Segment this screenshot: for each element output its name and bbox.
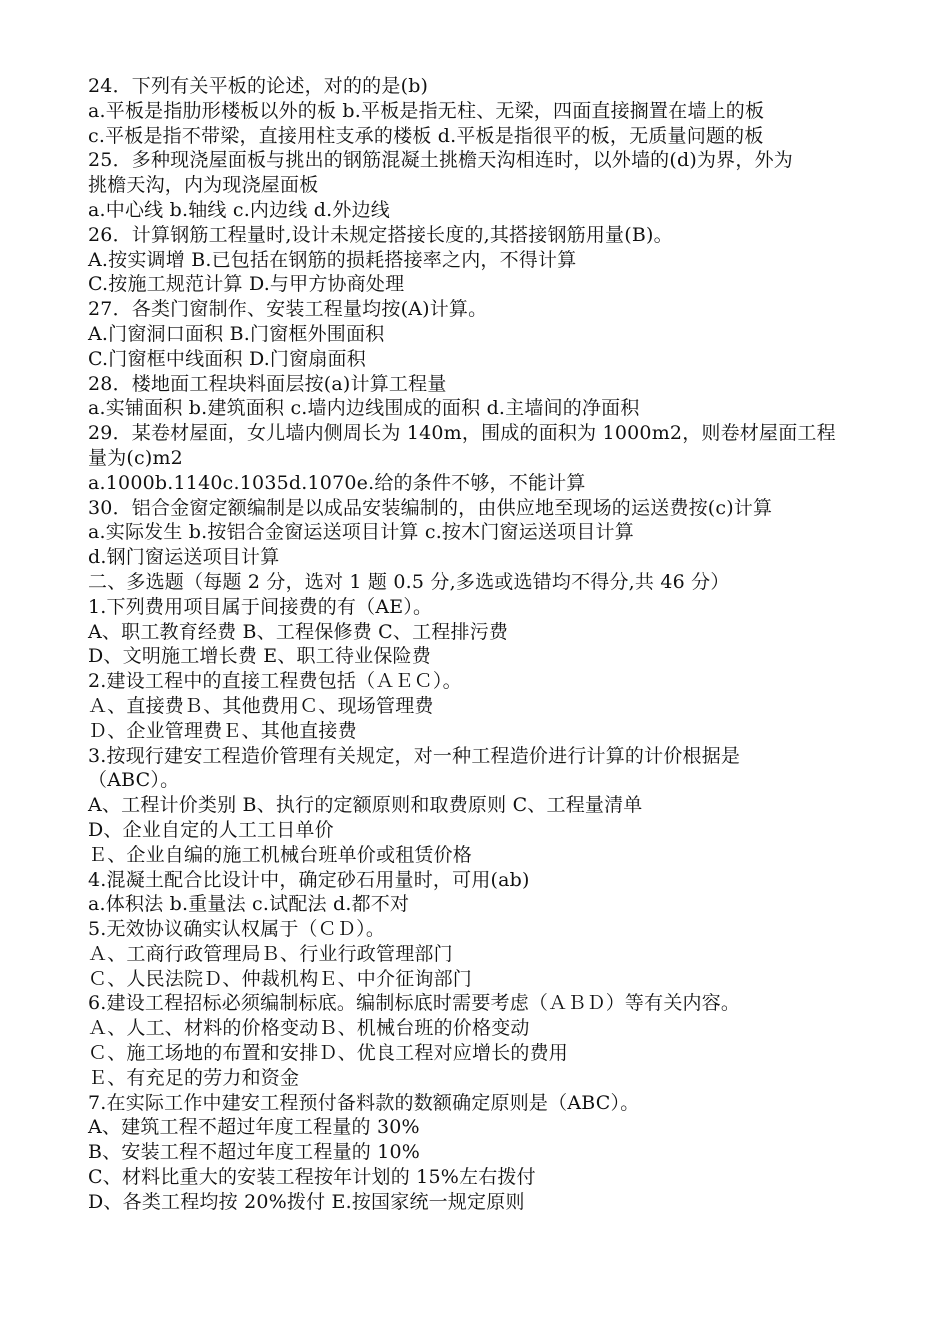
text-line: 6.建设工程招标必须编制标底。编制标底时需要考虑（ＡＢＤ）等有关内容。 <box>88 992 741 1015</box>
text-line: Ａ、工商行政管理局Ｂ、行业行政管理部门 <box>88 942 453 965</box>
section-heading: 二、多选题（每题 2 分，选对 1 题 0.5 分,多选或选错均不得分,共 46 分） <box>88 570 730 593</box>
text-line: A、工程计价类别 B、执行的定额原则和取费原则 C、工程量清单 <box>88 794 643 817</box>
text-line: Ｅ、有充足的劳力和资金 <box>88 1066 300 1089</box>
text-line: 2.建设工程中的直接工程费包括（ＡＥＣ）。 <box>88 670 462 693</box>
text-line: A.门窗洞口面积 B.门窗框外围面积 <box>88 322 385 345</box>
text-line: 3.按现行建安工程造价管理有关规定，对一种工程造价进行计算的计价根据是 <box>88 744 741 767</box>
text-line: 26．计算钢筋工程量时,设计未规定搭接长度的,其搭接钢筋用量(B)。 <box>88 223 673 246</box>
text-line: Ｄ、企业管理费Ｅ、其他直接费 <box>88 719 357 742</box>
text-line: a.中心线 b.轴线 c.内边线 d.外边线 <box>88 198 390 221</box>
text-line: a.实际发生 b.按铝合金窗运送项目计算 c.按木门窗运送项目计算 <box>88 521 634 544</box>
text-line: A、职工教育经费 B、工程保修费 C、工程排污费 <box>88 620 509 643</box>
text-line: 1.下列费用项目属于间接费的有（AE）。 <box>88 595 433 618</box>
text-line: 24．下列有关平板的论述，对的的是(b) <box>88 75 429 97</box>
text-line: a.体积法 b.重量法 c.试配法 d.都不对 <box>88 893 410 916</box>
text-line: D、企业自定的人工工日单价 <box>88 818 334 841</box>
text-line: C、材料比重大的安装工程按年计划的 15%左右拨付 <box>88 1166 536 1189</box>
text-line: c.平板是指不带梁，直接用柱支承的楼板 d.平板是指很平的板，无质量问题的板 <box>88 124 764 147</box>
text-line: D、文明施工增长费 E、职工待业保险费 <box>88 645 431 668</box>
text-line: 25．多种现浇屋面板与挑出的钢筋混凝土挑檐天沟相连时，以外墙的(d)为界，外为 <box>88 149 793 172</box>
text-line: Ａ、直接费Ｂ、其他费用Ｃ、现场管理费 <box>88 694 434 717</box>
text-line: 30．铝合金窗定额编制是以成品安装编制的，由供应地至现场的运送费按(c)计算 <box>88 496 773 519</box>
text-line: D、各类工程均按 20%拨付 E.按国家统一规定原则 <box>88 1190 525 1213</box>
text-line: 29．某卷材屋面，女儿墙内侧周长为 140m，围成的面积为 1000m2，则卷材屋面工程 <box>88 422 836 445</box>
text-line: 挑檐天沟，内为现浇屋面板 <box>88 174 319 197</box>
text-line: （ABC）。 <box>88 769 180 792</box>
text-line: 4.混凝土配合比设计中，确定砂石用量时，可用(ab) <box>88 868 530 891</box>
text-line: d.钢门窗运送项目计算 <box>88 546 280 569</box>
text-line: Ｃ、施工场地的布置和安排Ｄ、优良工程对应增长的费用 <box>88 1042 569 1065</box>
text-line: a.平板是指肋形楼板以外的板 b.平板是指无柱、无梁，四面直接搁置在墙上的板 <box>88 99 765 122</box>
text-line: Ｅ、企业自编的施工机械台班单价或租赁价格 <box>88 843 473 866</box>
text-line: a.1000b.1140c.1035d.1070e.给的条件不够，不能计算 <box>88 471 586 494</box>
text-line: B、安装工程不超过年度工程量的 10% <box>88 1141 421 1164</box>
text-line: C.门窗框中线面积 D.门窗扇面积 <box>88 347 366 370</box>
text-line: C.按施工规范计算 D.与甲方协商处理 <box>88 273 405 296</box>
text-line: 量为(c)m2 <box>88 446 183 469</box>
text-line: 7.在实际工作中建安工程预付备料款的数额确定原则是（ABC）。 <box>88 1091 640 1114</box>
text-line: A.按实调增 B.已包括在钢筋的损耗搭接率之内，不得计算 <box>88 248 577 271</box>
text-line: A、建筑工程不超过年度工程量的 30% <box>88 1116 420 1139</box>
text-line: 28．楼地面工程块料面层按(a)计算工程量 <box>88 372 447 395</box>
text-line: 5.无效协议确实认权属于（ＣＤ）。 <box>88 918 386 941</box>
text-line: Ａ、人工、材料的价格变动Ｂ、机械台班的价格变动 <box>88 1017 530 1040</box>
document-page <box>88 74 918 1215</box>
text-line: a.实铺面积 b.建筑面积 c.墙内边线围成的面积 d.主墙间的净面积 <box>88 397 640 420</box>
text-line: Ｃ、人民法院Ｄ、仲裁机构Ｅ、中介征询部门 <box>88 967 473 990</box>
text-line: 27．各类门窗制作、安装工程量均按(A)计算。 <box>88 298 488 321</box>
